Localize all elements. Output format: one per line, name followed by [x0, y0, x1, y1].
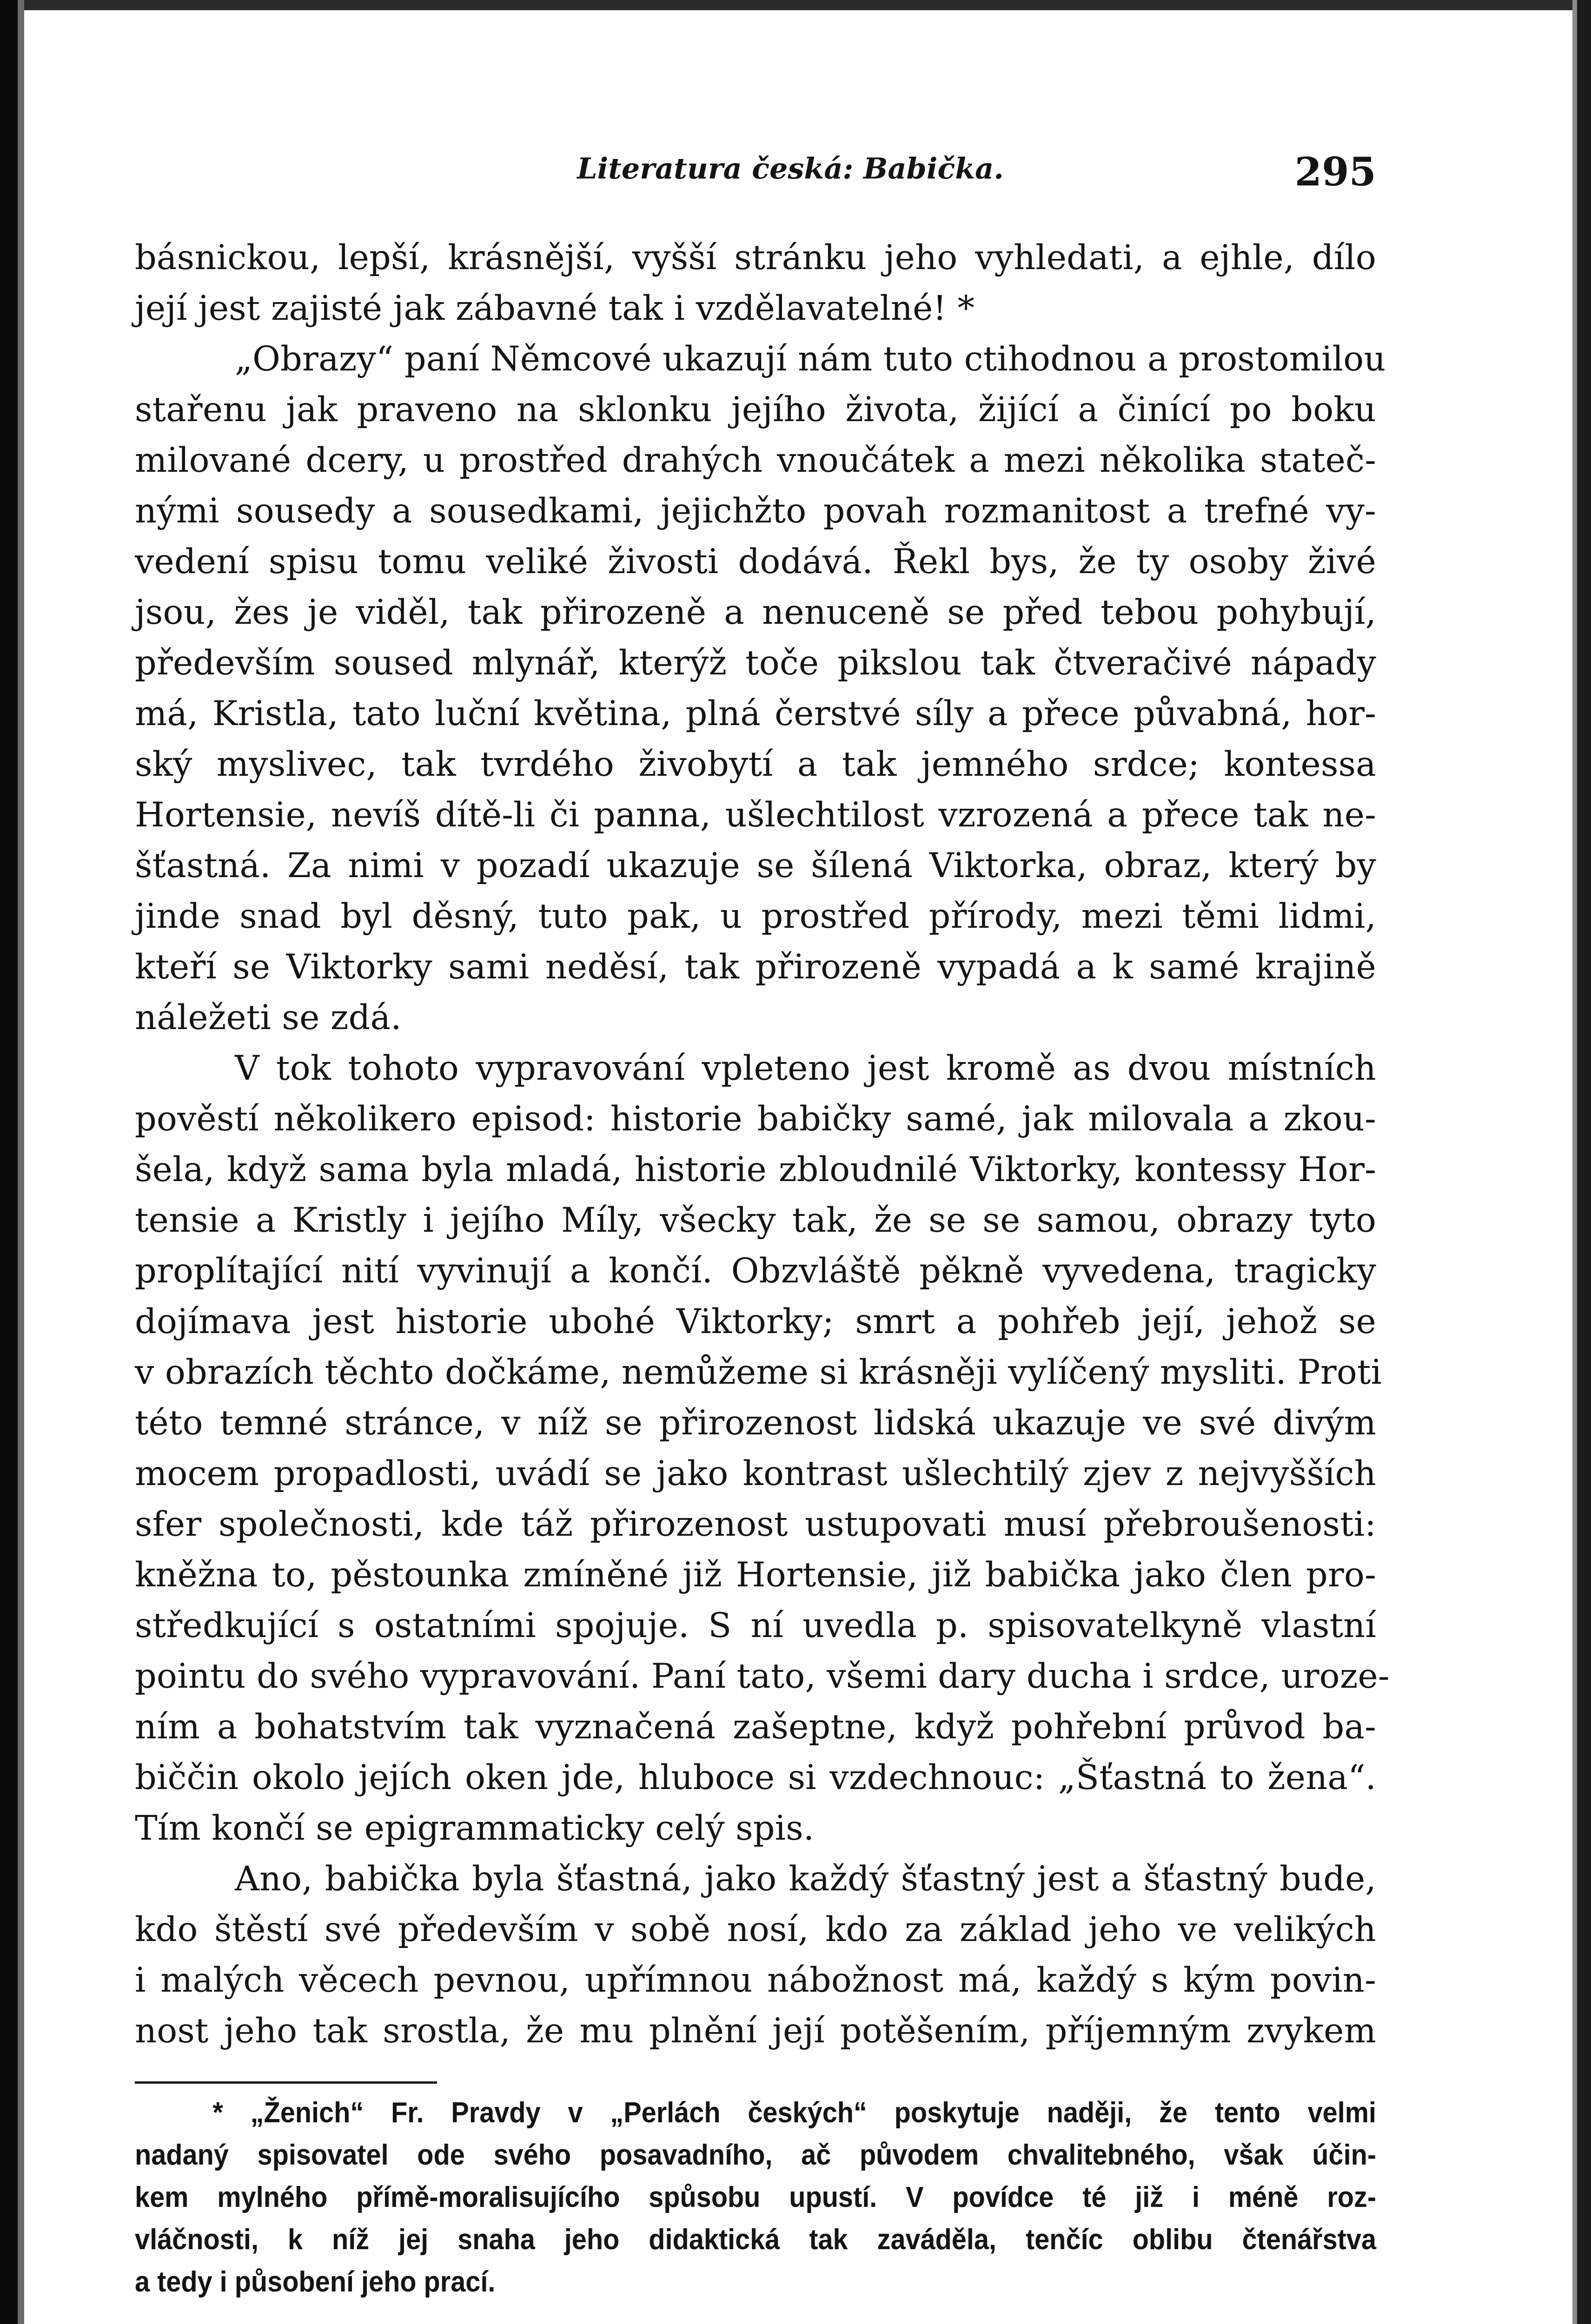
text-line: proplítající nití vyvinují a končí. Obzvláště pěkně vyvedena, tragicky [135, 1251, 1376, 1291]
page-binding-shadow [18, 0, 24, 2324]
page-top-edge [0, 0, 1591, 10]
text-line: i malých věcech pevnou, upřímnou nábožnost má, každý s kým povin- [135, 1961, 1376, 2000]
page-right-shadow [1572, 0, 1577, 2324]
text-line: především soused mlynář, kterýž toče pikslou tak čtveračivé nápady [135, 643, 1376, 683]
running-title: Literatura česká: Babička. [577, 152, 1004, 185]
text-line: „Obrazy“ paní Němcové ukazují nám tuto ctihodnou a prostomilou [235, 339, 1386, 379]
text-line: náležeti se zdá. [135, 998, 402, 1037]
text-line: básnickou, lepší, krásnější, vyšší stránku jeho vyhledati, a ejhle, dílo [135, 238, 1376, 277]
footnote-line: kem mylného přímě-moralisujícího spůsobu upustí. V povídce té již i méně roz- [135, 2181, 1377, 2213]
text-line: stařenu jak praveno na sklonku jejího života, žijící a činící po boku [135, 390, 1376, 429]
text-line: biččin okolo jejích oken jde, hluboce si vzdechnouc: „Šťastná to žena“. [135, 1758, 1376, 1797]
text-line: ním a bohatstvím tak vyznačená zašeptne, když pohřební průvod ba- [135, 1707, 1376, 1747]
text-line: jinde snad byl děsný, tuto pak, u prostřed přírody, mezi těmi lidmi, [135, 897, 1376, 936]
footnote-line: vláčnosti, k níž jej snaha jeho didaktická tak zaváděla, tenčíc oblibu čtenářstva [135, 2224, 1377, 2256]
text-line: kněžna to, pěstounka zmíněné již Hortensie, již babička jako člen pro- [135, 1555, 1376, 1595]
text-line: této temné stránce, v níž se přirozenost lidská ukazuje ve své divým [135, 1403, 1376, 1443]
text-line: kdo štěstí své především v sobě nosí, kdo za základ jeho ve velikých [135, 1910, 1376, 1949]
text-line: její jest zajisté jak zábavné tak i vzdělavatelné! * [135, 289, 975, 328]
text-line: V tok tohoto vypravování vpleteno jest kromě as dvou místních [235, 1049, 1376, 1088]
text-line: mocem propadlosti, uvádí se jako kontrast ušlechtilý zjev z nejvyšších [135, 1454, 1376, 1493]
page-binding-edge [0, 0, 18, 2324]
text-line: dojímava jest historie ubohé Viktorky; smrt a pohřeb její, jehož se [135, 1302, 1376, 1341]
text-line: jsou, žes je viděl, tak přirozeně a nenuceně se před tebou pohybují, [135, 593, 1376, 632]
main-text [135, 232, 1390, 2056]
page-number: 295 [1294, 149, 1376, 195]
text-line: pověstí několikero episod: historie babičky samé, jak milovala a zkou- [135, 1099, 1376, 1139]
text-line: Tím končí se epigrammaticky celý spis. [135, 1809, 815, 1848]
footnote-line: * „Ženich“ Fr. Pravdy v „Perlách českých“ poskytuje naději, že tento velmi [212, 2097, 1377, 2129]
text-line: milované dcery, u prostřed drahých vnoučátek a mezi několika stateč- [135, 441, 1376, 480]
text-line: nými sousedy a sousedkami, jejichžto povah rozmanitost a trefné vy- [135, 491, 1376, 531]
text-line: Ano, babička byla šťastná, jako každý šťastný jest a šťastný bude, [235, 1859, 1376, 1899]
text-line: ský myslivec, tak tvrdého živobytí a tak jemného srdce; kontessa [135, 745, 1376, 784]
text-line: vedení spisu tomu veliké živosti dodává. Řekl bys, že ty osoby živé [135, 542, 1376, 581]
text-line: v obrazích těchto dočkáme, nemůžeme si krásněji vylíčený mysliti. Proti [135, 1353, 1382, 1392]
text-line: středkující s ostatními spojuje. S ní uvedla p. spisovatelkyně vlastní [135, 1606, 1376, 1645]
text-line: sfer společnosti, kde táž přirozenost ustupovati musí přebroušenosti: [135, 1505, 1376, 1544]
footnote-rule [135, 2081, 437, 2084]
text-line: kteří se Viktorky sami neděsí, tak přirozeně vypadá a k samé krajině [135, 947, 1376, 987]
text-line: má, Kristla, tato luční květina, plná čerstvé síly a přece půvabná, hor- [135, 694, 1376, 733]
text-line: šťastná. Za nimi v pozadí ukazuje se šílená Viktorka, obraz, který by [135, 846, 1376, 885]
text-line: šela, když sama byla mladá, historie zbloudnilé Viktorky, kontessy Hor- [135, 1150, 1376, 1189]
footnote-line: nadaný spisovatel ode svého posavadního, ač původem chvalitebného, však účin- [135, 2139, 1377, 2171]
text-line: pointu do svého vypravování. Paní tato, všemi dary ducha i srdce, uroze- [135, 1657, 1390, 1696]
page-right-edge [1577, 0, 1591, 2324]
footnote-line: a tedy i působení jeho prací. [135, 2266, 496, 2298]
text-line: Hortensie, nevíš dítě-li či panna, ušlechtilost vzrozená a přece tak ne- [135, 795, 1376, 835]
text-line: tensie a Kristly i jejího Míly, všecky tak, že se se samou, obrazy tyto [135, 1201, 1376, 1240]
footnote [135, 2092, 1376, 2303]
text-line: nost jeho tak srostla, že mu plnění její potěšením, příjemným zvykem [135, 2011, 1376, 2051]
